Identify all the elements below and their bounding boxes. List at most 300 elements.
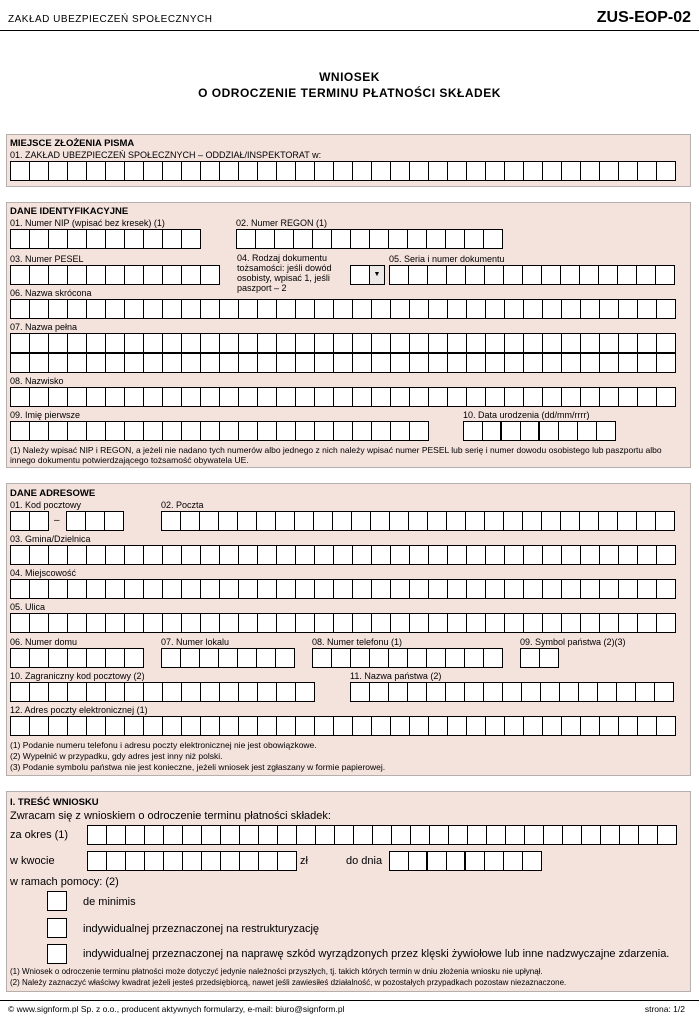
- char-cell[interactable]: [600, 613, 619, 633]
- char-cell[interactable]: [239, 333, 258, 353]
- char-cell[interactable]: [657, 161, 676, 181]
- char-cell[interactable]: [221, 851, 240, 871]
- char-cell[interactable]: [448, 579, 467, 599]
- char-cell[interactable]: [543, 716, 562, 736]
- char-cell[interactable]: [559, 421, 578, 441]
- char-cell[interactable]: [30, 682, 49, 702]
- char-cell[interactable]: [372, 161, 391, 181]
- char-cell[interactable]: [372, 613, 391, 633]
- char-cell[interactable]: [49, 353, 68, 373]
- char-cell[interactable]: [580, 265, 599, 285]
- checkbox-de-minimis[interactable]: [47, 891, 67, 911]
- char-cell[interactable]: [182, 265, 201, 285]
- char-cell[interactable]: [220, 613, 239, 633]
- char-cell[interactable]: [410, 353, 429, 373]
- char-cell[interactable]: [619, 545, 638, 565]
- char-cell[interactable]: [220, 387, 239, 407]
- char-cell[interactable]: [486, 613, 505, 633]
- char-cell[interactable]: [313, 648, 332, 668]
- char-cell[interactable]: [447, 511, 466, 531]
- char-cell[interactable]: [448, 387, 467, 407]
- checkbox-disaster-aid[interactable]: [47, 944, 67, 964]
- char-cell[interactable]: [49, 161, 68, 181]
- char-cell[interactable]: [181, 511, 200, 531]
- char-cell[interactable]: [68, 613, 87, 633]
- char-cell[interactable]: [334, 716, 353, 736]
- char-cell[interactable]: [467, 716, 486, 736]
- char-cell[interactable]: [391, 387, 410, 407]
- char-cell[interactable]: [68, 387, 87, 407]
- char-cell[interactable]: [277, 387, 296, 407]
- char-cell[interactable]: [656, 265, 675, 285]
- char-cell[interactable]: [619, 613, 638, 633]
- char-cell[interactable]: [657, 613, 676, 633]
- char-cell[interactable]: [353, 299, 372, 319]
- input-pesel[interactable]: [10, 265, 220, 285]
- char-cell[interactable]: [30, 161, 49, 181]
- input-doc-type[interactable]: [350, 265, 370, 285]
- char-cell[interactable]: [163, 333, 182, 353]
- char-cell[interactable]: [391, 421, 410, 441]
- char-cell[interactable]: [163, 716, 182, 736]
- char-cell[interactable]: [88, 825, 107, 845]
- char-cell[interactable]: [449, 825, 468, 845]
- char-cell[interactable]: [182, 716, 201, 736]
- char-cell[interactable]: [410, 613, 429, 633]
- char-cell[interactable]: [201, 682, 220, 702]
- char-cell[interactable]: [144, 353, 163, 373]
- char-cell[interactable]: [410, 161, 429, 181]
- char-cell[interactable]: [618, 265, 637, 285]
- char-cell[interactable]: [410, 716, 429, 736]
- char-cell[interactable]: [276, 511, 295, 531]
- char-cell[interactable]: [543, 161, 562, 181]
- char-cell[interactable]: [563, 825, 582, 845]
- char-cell[interactable]: [278, 825, 297, 845]
- char-cell[interactable]: [581, 333, 600, 353]
- char-cell[interactable]: [182, 387, 201, 407]
- char-cell[interactable]: [578, 421, 597, 441]
- char-cell[interactable]: [68, 682, 87, 702]
- char-cell[interactable]: [68, 229, 87, 249]
- char-cell[interactable]: [392, 825, 411, 845]
- char-cell[interactable]: [125, 421, 144, 441]
- char-cell[interactable]: [486, 545, 505, 565]
- char-cell[interactable]: [543, 545, 562, 565]
- char-cell[interactable]: [315, 545, 334, 565]
- char-cell[interactable]: [239, 682, 258, 702]
- char-cell[interactable]: [657, 353, 676, 373]
- char-cell[interactable]: [429, 387, 448, 407]
- char-cell[interactable]: [183, 851, 202, 871]
- char-cell[interactable]: [238, 648, 257, 668]
- char-cell[interactable]: [467, 299, 486, 319]
- char-cell[interactable]: [126, 851, 145, 871]
- char-cell[interactable]: [163, 545, 182, 565]
- char-cell[interactable]: [182, 613, 201, 633]
- char-cell[interactable]: [239, 161, 258, 181]
- char-cell[interactable]: [220, 161, 239, 181]
- char-cell[interactable]: [296, 579, 315, 599]
- char-cell[interactable]: [86, 511, 105, 531]
- char-cell[interactable]: [372, 387, 391, 407]
- char-cell[interactable]: [505, 333, 524, 353]
- char-cell[interactable]: [354, 825, 373, 845]
- char-cell[interactable]: [523, 511, 542, 531]
- char-cell[interactable]: [562, 353, 581, 373]
- char-cell[interactable]: [582, 825, 601, 845]
- char-cell[interactable]: [49, 229, 68, 249]
- char-cell[interactable]: [258, 299, 277, 319]
- char-cell[interactable]: [468, 825, 487, 845]
- char-cell[interactable]: [219, 648, 238, 668]
- char-cell[interactable]: [296, 333, 315, 353]
- char-cell[interactable]: [125, 299, 144, 319]
- char-cell[interactable]: [487, 825, 506, 845]
- char-cell[interactable]: [332, 648, 351, 668]
- char-cell[interactable]: [484, 229, 503, 249]
- input-phone[interactable]: [312, 648, 503, 668]
- char-cell[interactable]: [540, 648, 559, 668]
- char-cell[interactable]: [657, 716, 676, 736]
- char-cell[interactable]: [258, 682, 277, 702]
- char-cell[interactable]: [505, 613, 524, 633]
- char-cell[interactable]: [448, 545, 467, 565]
- char-cell[interactable]: [87, 387, 106, 407]
- input-postal-code-part1[interactable]: [10, 511, 49, 531]
- char-cell[interactable]: [504, 265, 523, 285]
- char-cell[interactable]: [332, 229, 351, 249]
- char-cell[interactable]: [638, 387, 657, 407]
- char-cell[interactable]: [466, 265, 485, 285]
- char-cell[interactable]: [372, 545, 391, 565]
- char-cell[interactable]: [352, 511, 371, 531]
- char-cell[interactable]: [296, 161, 315, 181]
- char-cell[interactable]: [524, 299, 543, 319]
- char-cell[interactable]: [315, 421, 334, 441]
- char-cell[interactable]: [353, 579, 372, 599]
- char-cell[interactable]: [544, 825, 563, 845]
- char-cell[interactable]: [164, 825, 183, 845]
- char-cell[interactable]: [49, 387, 68, 407]
- char-cell[interactable]: [410, 387, 429, 407]
- char-cell[interactable]: [106, 353, 125, 373]
- char-cell[interactable]: [277, 161, 296, 181]
- char-cell[interactable]: [68, 299, 87, 319]
- char-cell[interactable]: [638, 613, 657, 633]
- char-cell[interactable]: [390, 511, 409, 531]
- char-cell[interactable]: [657, 545, 676, 565]
- char-cell[interactable]: [505, 579, 524, 599]
- char-cell[interactable]: [657, 299, 676, 319]
- char-cell[interactable]: [524, 545, 543, 565]
- char-cell[interactable]: [316, 825, 335, 845]
- char-cell[interactable]: [221, 825, 240, 845]
- input-regon[interactable]: [236, 229, 503, 249]
- char-cell[interactable]: [447, 265, 466, 285]
- char-cell[interactable]: [107, 825, 126, 845]
- char-cell[interactable]: [372, 579, 391, 599]
- char-cell[interactable]: [466, 851, 485, 871]
- char-cell[interactable]: [11, 511, 30, 531]
- char-cell[interactable]: [429, 353, 448, 373]
- char-cell[interactable]: [125, 545, 144, 565]
- char-cell[interactable]: [334, 545, 353, 565]
- char-cell[interactable]: [296, 299, 315, 319]
- input-amount[interactable]: [87, 851, 297, 871]
- char-cell[interactable]: [201, 161, 220, 181]
- char-cell[interactable]: [581, 387, 600, 407]
- char-cell[interactable]: [11, 387, 30, 407]
- char-cell[interactable]: [562, 387, 581, 407]
- char-cell[interactable]: [87, 545, 106, 565]
- char-cell[interactable]: [524, 613, 543, 633]
- char-cell[interactable]: [600, 299, 619, 319]
- char-cell[interactable]: [657, 333, 676, 353]
- char-cell[interactable]: [30, 579, 49, 599]
- char-cell[interactable]: [334, 353, 353, 373]
- char-cell[interactable]: [601, 825, 620, 845]
- char-cell[interactable]: [106, 421, 125, 441]
- char-cell[interactable]: [87, 353, 106, 373]
- char-cell[interactable]: [410, 545, 429, 565]
- char-cell[interactable]: [30, 648, 49, 668]
- char-cell[interactable]: [486, 716, 505, 736]
- char-cell[interactable]: [277, 682, 296, 702]
- char-cell[interactable]: [296, 545, 315, 565]
- char-cell[interactable]: [465, 229, 484, 249]
- char-cell[interactable]: [163, 613, 182, 633]
- input-full-name-row1[interactable]: [10, 333, 676, 353]
- char-cell[interactable]: [447, 851, 466, 871]
- char-cell[interactable]: [408, 229, 427, 249]
- char-cell[interactable]: [258, 333, 277, 353]
- char-cell[interactable]: [68, 716, 87, 736]
- char-cell[interactable]: [49, 613, 68, 633]
- char-cell[interactable]: [162, 648, 181, 668]
- char-cell[interactable]: [201, 545, 220, 565]
- char-cell[interactable]: [372, 299, 391, 319]
- doc-type-dropdown-button[interactable]: [369, 265, 385, 285]
- char-cell[interactable]: [296, 613, 315, 633]
- char-cell[interactable]: [30, 299, 49, 319]
- char-cell[interactable]: [483, 421, 502, 441]
- char-cell[interactable]: [466, 511, 485, 531]
- char-cell[interactable]: [541, 682, 560, 702]
- char-cell[interactable]: [239, 579, 258, 599]
- char-cell[interactable]: [373, 825, 392, 845]
- char-cell[interactable]: [315, 579, 334, 599]
- char-cell[interactable]: [620, 825, 639, 845]
- char-cell[interactable]: [504, 511, 523, 531]
- char-cell[interactable]: [49, 333, 68, 353]
- char-cell[interactable]: [30, 511, 49, 531]
- char-cell[interactable]: [144, 716, 163, 736]
- char-cell[interactable]: [87, 648, 106, 668]
- char-cell[interactable]: [277, 545, 296, 565]
- char-cell[interactable]: [144, 161, 163, 181]
- char-cell[interactable]: [182, 421, 201, 441]
- char-cell[interactable]: [201, 265, 220, 285]
- char-cell[interactable]: [448, 161, 467, 181]
- char-cell[interactable]: [106, 333, 125, 353]
- char-cell[interactable]: [182, 545, 201, 565]
- char-cell[interactable]: [371, 511, 390, 531]
- char-cell[interactable]: [11, 545, 30, 565]
- char-cell[interactable]: [484, 682, 503, 702]
- char-cell[interactable]: [145, 825, 164, 845]
- char-cell[interactable]: [372, 353, 391, 373]
- char-cell[interactable]: [465, 648, 484, 668]
- char-cell[interactable]: [561, 511, 580, 531]
- char-cell[interactable]: [105, 511, 124, 531]
- char-cell[interactable]: [428, 851, 447, 871]
- input-period[interactable]: [87, 825, 677, 845]
- char-cell[interactable]: [277, 613, 296, 633]
- char-cell[interactable]: [581, 545, 600, 565]
- char-cell[interactable]: [619, 353, 638, 373]
- char-cell[interactable]: [409, 511, 428, 531]
- char-cell[interactable]: [163, 229, 182, 249]
- char-cell[interactable]: [201, 716, 220, 736]
- char-cell[interactable]: [448, 716, 467, 736]
- char-cell[interactable]: [334, 421, 353, 441]
- char-cell[interactable]: [315, 333, 334, 353]
- char-cell[interactable]: [11, 613, 30, 633]
- char-cell[interactable]: [408, 682, 427, 702]
- char-cell[interactable]: [125, 648, 144, 668]
- char-cell[interactable]: [542, 511, 561, 531]
- char-cell[interactable]: [353, 333, 372, 353]
- char-cell[interactable]: [11, 299, 30, 319]
- char-cell[interactable]: [524, 579, 543, 599]
- char-cell[interactable]: [258, 421, 277, 441]
- char-cell[interactable]: [467, 387, 486, 407]
- char-cell[interactable]: [430, 825, 449, 845]
- char-cell[interactable]: [125, 613, 144, 633]
- input-nip[interactable]: [10, 229, 201, 249]
- char-cell[interactable]: [259, 851, 278, 871]
- char-cell[interactable]: [619, 579, 638, 599]
- char-cell[interactable]: [144, 333, 163, 353]
- char-cell[interactable]: [504, 851, 523, 871]
- char-cell[interactable]: [30, 387, 49, 407]
- char-cell[interactable]: [68, 333, 87, 353]
- char-cell[interactable]: [277, 299, 296, 319]
- char-cell[interactable]: [87, 716, 106, 736]
- char-cell[interactable]: [562, 161, 581, 181]
- char-cell[interactable]: [353, 545, 372, 565]
- char-cell[interactable]: [486, 299, 505, 319]
- char-cell[interactable]: [486, 579, 505, 599]
- char-cell[interactable]: [599, 511, 618, 531]
- char-cell[interactable]: [427, 648, 446, 668]
- char-cell[interactable]: [562, 299, 581, 319]
- char-cell[interactable]: [521, 648, 540, 668]
- input-birth-date[interactable]: [463, 421, 616, 441]
- char-cell[interactable]: [87, 613, 106, 633]
- char-cell[interactable]: [467, 333, 486, 353]
- input-house-number[interactable]: [10, 648, 144, 668]
- char-cell[interactable]: [68, 353, 87, 373]
- char-cell[interactable]: [144, 387, 163, 407]
- char-cell[interactable]: [448, 613, 467, 633]
- char-cell[interactable]: [524, 353, 543, 373]
- char-cell[interactable]: [106, 579, 125, 599]
- char-cell[interactable]: [315, 299, 334, 319]
- char-cell[interactable]: [294, 229, 313, 249]
- char-cell[interactable]: [353, 161, 372, 181]
- char-cell[interactable]: [125, 229, 144, 249]
- char-cell[interactable]: [87, 265, 106, 285]
- char-cell[interactable]: [600, 387, 619, 407]
- char-cell[interactable]: [543, 387, 562, 407]
- char-cell[interactable]: [296, 716, 315, 736]
- char-cell[interactable]: [389, 682, 408, 702]
- char-cell[interactable]: [598, 682, 617, 702]
- char-cell[interactable]: [524, 333, 543, 353]
- char-cell[interactable]: [486, 353, 505, 373]
- input-full-name-row2[interactable]: [10, 353, 676, 373]
- char-cell[interactable]: [87, 421, 106, 441]
- char-cell[interactable]: [506, 825, 525, 845]
- char-cell[interactable]: [410, 579, 429, 599]
- char-cell[interactable]: [448, 353, 467, 373]
- char-cell[interactable]: [163, 161, 182, 181]
- char-cell[interactable]: [657, 387, 676, 407]
- char-cell[interactable]: [183, 825, 202, 845]
- char-cell[interactable]: [600, 333, 619, 353]
- char-cell[interactable]: [125, 353, 144, 373]
- input-short-name[interactable]: [10, 299, 676, 319]
- char-cell[interactable]: [390, 265, 409, 285]
- char-cell[interactable]: [619, 333, 638, 353]
- char-cell[interactable]: [182, 333, 201, 353]
- char-cell[interactable]: [579, 682, 598, 702]
- char-cell[interactable]: [106, 613, 125, 633]
- char-cell[interactable]: [370, 648, 389, 668]
- char-cell[interactable]: [125, 161, 144, 181]
- char-cell[interactable]: [258, 579, 277, 599]
- char-cell[interactable]: [543, 579, 562, 599]
- char-cell[interactable]: [372, 716, 391, 736]
- char-cell[interactable]: [126, 825, 145, 845]
- char-cell[interactable]: [297, 825, 316, 845]
- char-cell[interactable]: [30, 421, 49, 441]
- char-cell[interactable]: [258, 716, 277, 736]
- char-cell[interactable]: [106, 545, 125, 565]
- char-cell[interactable]: [409, 851, 428, 871]
- char-cell[interactable]: [106, 299, 125, 319]
- char-cell[interactable]: [295, 511, 314, 531]
- char-cell[interactable]: [220, 299, 239, 319]
- char-cell[interactable]: [30, 333, 49, 353]
- char-cell[interactable]: [277, 579, 296, 599]
- char-cell[interactable]: [391, 161, 410, 181]
- char-cell[interactable]: [315, 716, 334, 736]
- char-cell[interactable]: [163, 387, 182, 407]
- char-cell[interactable]: [562, 613, 581, 633]
- char-cell[interactable]: [144, 682, 163, 702]
- char-cell[interactable]: [239, 299, 258, 319]
- char-cell[interactable]: [638, 353, 657, 373]
- char-cell[interactable]: [11, 648, 30, 668]
- char-cell[interactable]: [638, 545, 657, 565]
- char-cell[interactable]: [372, 421, 391, 441]
- char-cell[interactable]: [30, 613, 49, 633]
- char-cell[interactable]: [201, 353, 220, 373]
- char-cell[interactable]: [467, 545, 486, 565]
